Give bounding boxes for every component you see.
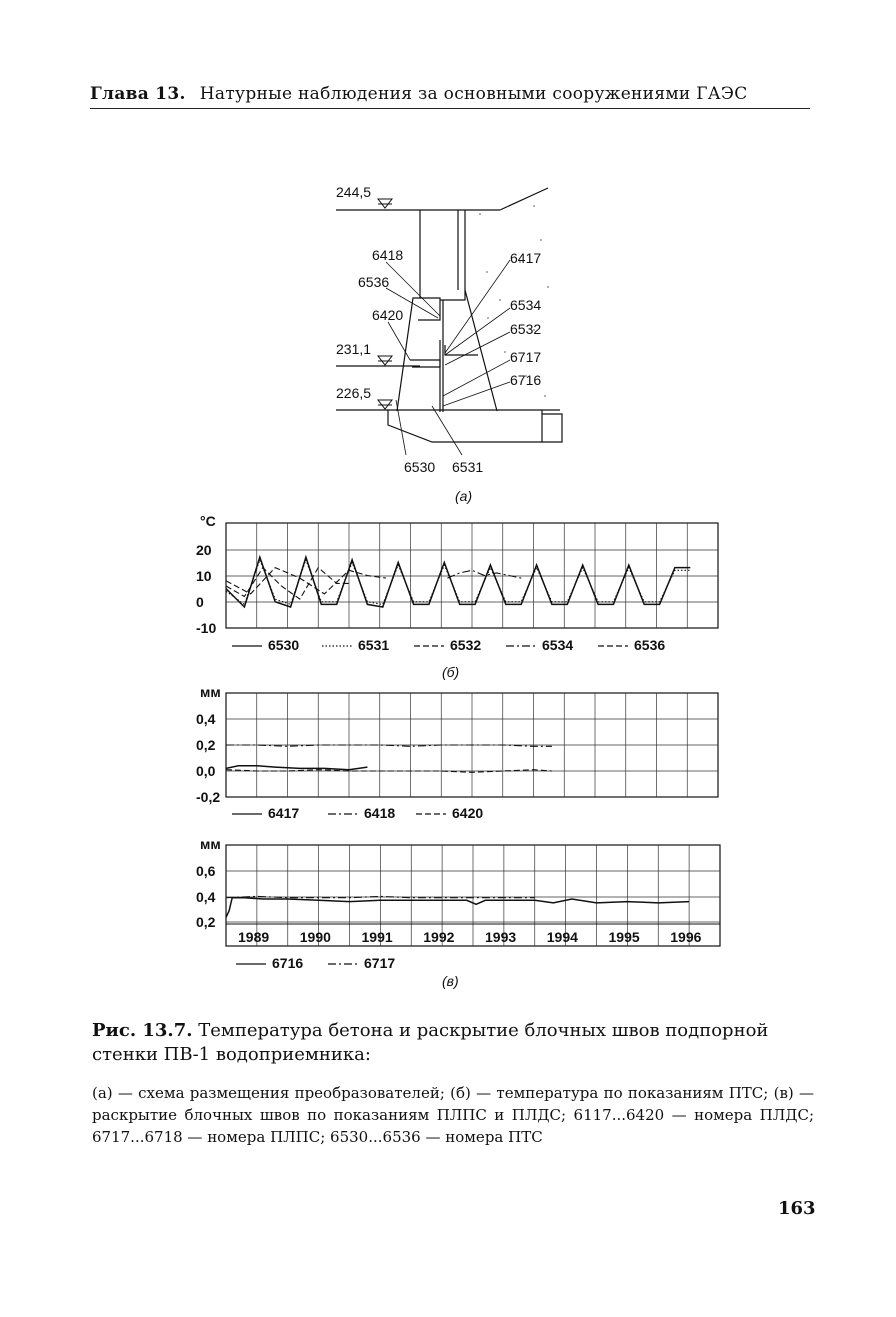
chapter-title: Натурные наблюдения за основными сооружениями ГАЭС [199, 84, 748, 104]
sensor-6531-label: 6531 [452, 459, 484, 475]
y-axis-unit: °C [200, 513, 216, 529]
legend-label-6418: 6418 [364, 805, 396, 821]
x-tick-label: 1994 [546, 929, 578, 945]
x-tick-label: 1992 [423, 929, 455, 945]
y-tick-label: 20 [196, 542, 212, 558]
series-line-6534 [447, 570, 521, 578]
level-label-bottom: 226,5 [336, 385, 372, 401]
chapter-label: Глава 13. [90, 84, 186, 104]
sensor-6534-label: 6534 [510, 297, 542, 313]
sensor-6420-label: 6420 [372, 307, 404, 323]
y-tick-label: 0,4 [196, 889, 216, 905]
series-line-6417 [226, 766, 367, 770]
sensor-6532-label: 6532 [510, 321, 542, 337]
legend-label-6417: 6417 [268, 805, 300, 821]
series-line-6716 [226, 898, 689, 918]
x-tick-label: 1993 [485, 929, 517, 945]
panel-label: (в) [442, 973, 459, 989]
x-tick-label: 1989 [238, 929, 270, 945]
legend-label-6531: 6531 [358, 637, 390, 653]
y-tick-label: 0,2 [196, 914, 216, 930]
legend-label-6532: 6532 [450, 637, 482, 653]
series-line-6531 [226, 560, 690, 605]
x-tick-label: 1995 [608, 929, 640, 945]
panel-a-label: (а) [455, 488, 473, 504]
legend-label-6530: 6530 [268, 637, 300, 653]
series-line-6530 [226, 557, 690, 607]
legend-label-6717: 6717 [364, 955, 396, 971]
y-tick-label: -0,2 [196, 789, 221, 805]
caption-title: Рис. 13.7. [92, 1020, 193, 1041]
y-tick-label: 0,2 [196, 737, 216, 753]
sensor-6536-label: 6536 [358, 274, 390, 290]
figure-caption [92, 1019, 814, 1067]
y-tick-label: 10 [196, 568, 212, 584]
sensor-6418-label: 6418 [372, 247, 404, 263]
y-tick-label: 0,0 [196, 763, 216, 779]
x-tick-label: 1996 [670, 929, 702, 945]
panel-label: (б) [442, 664, 460, 680]
x-tick-label: 1990 [299, 929, 331, 945]
y-tick-label: 0 [196, 594, 204, 610]
level-label-mid: 231,1 [336, 341, 372, 357]
y-tick-label: 0,6 [196, 863, 216, 879]
charts [196, 513, 720, 989]
y-tick-label: -10 [196, 620, 217, 636]
sensor-6717-label: 6717 [510, 349, 542, 365]
level-markers [378, 199, 392, 409]
sensor-6417-label: 6417 [510, 250, 542, 266]
legend-label-6420: 6420 [452, 805, 484, 821]
chart-1 [196, 513, 718, 680]
x-tick-label: 1991 [361, 929, 393, 945]
y-axis-unit: мм [200, 684, 221, 700]
legend-label-6716: 6716 [272, 955, 304, 971]
chart-3 [196, 836, 720, 989]
y-axis-unit: мм [200, 836, 221, 852]
sensor-6530-label: 6530 [404, 459, 436, 475]
y-tick-label: 0,4 [196, 711, 216, 727]
sensor-6716-label: 6716 [510, 372, 542, 388]
level-label-top: 244,5 [336, 184, 372, 200]
caption-legend-note: (а) — схема размещения преобразователей; (б) — температура по показаниям ПТС; (в) — раскрытие блочных швов по показаниям ПЛПС и ПЛДС; 6117...6420 — номера ПЛДС; 6717...6718 — номера ПЛПС; 6530...6536 — номера ПТС [92, 1084, 814, 1146]
caption-text: Температура бетона и раскрытие блочных швов подпорной стенки ПВ-1 водоприемника: [92, 1020, 769, 1065]
page-number: 163 [778, 1198, 816, 1219]
chart-2 [196, 684, 718, 821]
legend-label-6536: 6536 [634, 637, 666, 653]
legend-label-6534: 6534 [542, 637, 574, 653]
